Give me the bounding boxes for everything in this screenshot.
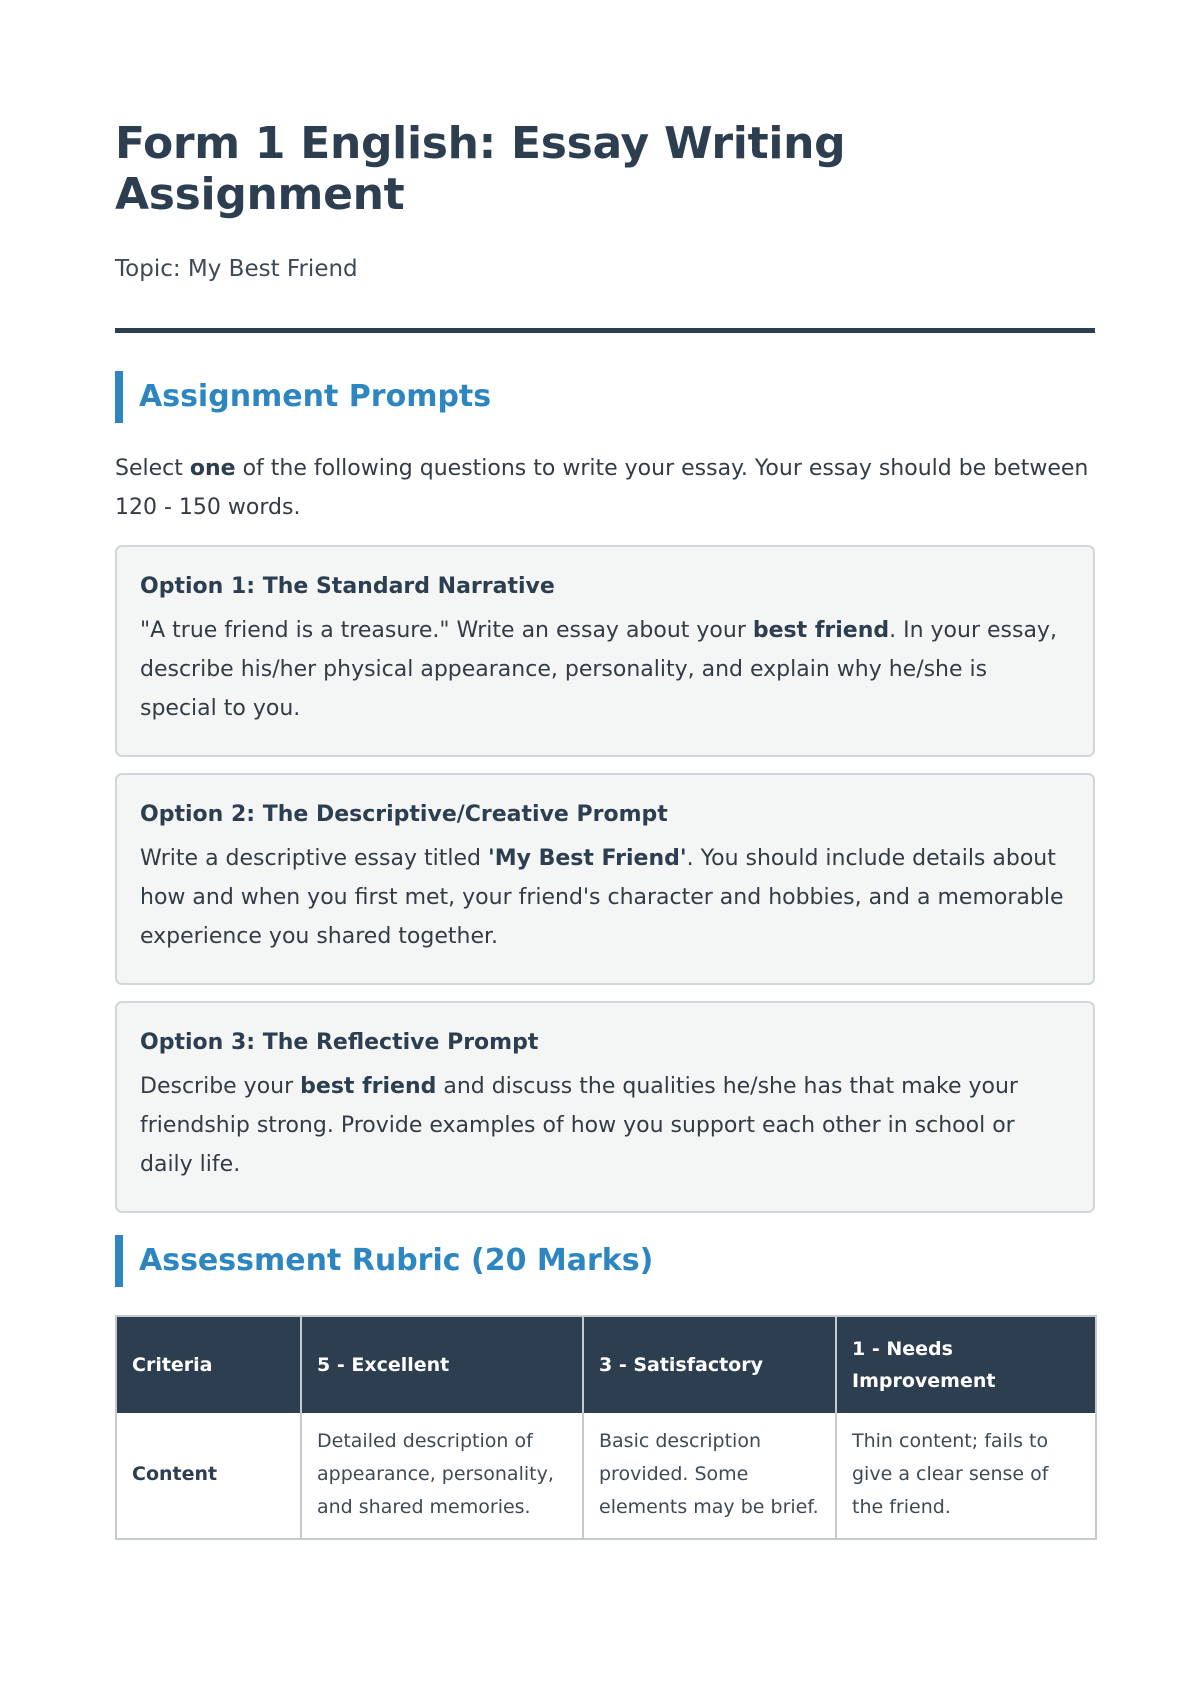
option-text-start: Describe your xyxy=(140,1074,301,1099)
option-text-start: "A true friend is a treasure." Write an essay about your xyxy=(140,618,753,643)
column-header-criteria: Criteria xyxy=(116,1316,301,1413)
option-text-end: . In your essay, describe his/her physical appearance, personality, and explain why he/she is special to you. xyxy=(140,618,1057,721)
option-text-bold: best friend xyxy=(752,618,890,643)
option-text-start: Write a descriptive essay titled xyxy=(140,846,488,871)
column-header-satisfactory: 3 - Satisfactory xyxy=(583,1316,836,1413)
option-card-2 xyxy=(115,773,1095,985)
rubric-table xyxy=(115,1315,1097,1540)
option-text xyxy=(140,611,1070,728)
column-header-needs-improvement: 1 - Needs Improvement xyxy=(836,1316,1096,1413)
cell-needs-improvement: Thin content; fails to give a clear sense of the friend. xyxy=(836,1413,1096,1539)
option-text-bold: best friend xyxy=(300,1074,437,1099)
cell-excellent: Detailed description of appearance, personality, and shared memories. xyxy=(301,1413,583,1539)
document-page xyxy=(115,118,1095,1540)
option-title: Option 3: The Reflective Prompt xyxy=(140,1030,539,1055)
option-card-3 xyxy=(115,1001,1095,1213)
options-list xyxy=(115,545,1095,1213)
intro-text-end: of the following questions to write your essay. Your essay should be between 120 - 150 words. xyxy=(115,456,1089,520)
header-divider xyxy=(115,328,1095,333)
option-title: Option 2: The Descriptive/Creative Prompt xyxy=(140,802,668,827)
intro-text-start: Select xyxy=(115,456,190,481)
intro-text-bold: one xyxy=(189,456,236,481)
option-text-end: and discuss the qualities he/she has that make your friendship strong. Provide examples of how you support each other in school or daily life. xyxy=(140,1074,1018,1177)
section-heading-rubric: Assessment Rubric (20 Marks) xyxy=(115,1235,1095,1287)
option-card-1 xyxy=(115,545,1095,757)
option-title: Option 1: The Standard Narrative xyxy=(140,574,555,599)
cell-satisfactory: Basic description provided. Some elements may be brief. xyxy=(583,1413,836,1539)
option-text-bold: 'My Best Friend' xyxy=(487,846,687,871)
table-header-row xyxy=(116,1316,1096,1413)
section-heading-prompts: Assignment Prompts xyxy=(115,371,1095,423)
table-row xyxy=(116,1413,1096,1539)
column-header-excellent: 5 - Excellent xyxy=(301,1316,583,1413)
option-text xyxy=(140,839,1070,956)
page-title: Form 1 English: Essay Writing Assignment xyxy=(115,118,846,220)
option-text xyxy=(140,1067,1070,1184)
prompts-intro xyxy=(115,449,1095,527)
topic-line: Topic: My Best Friend xyxy=(115,256,358,282)
option-text-end: . You should include details about how and when you first met, your friend's character and hobbies, and a memorable experience you shared together. xyxy=(140,846,1064,949)
cell-criteria: Content xyxy=(116,1413,301,1539)
